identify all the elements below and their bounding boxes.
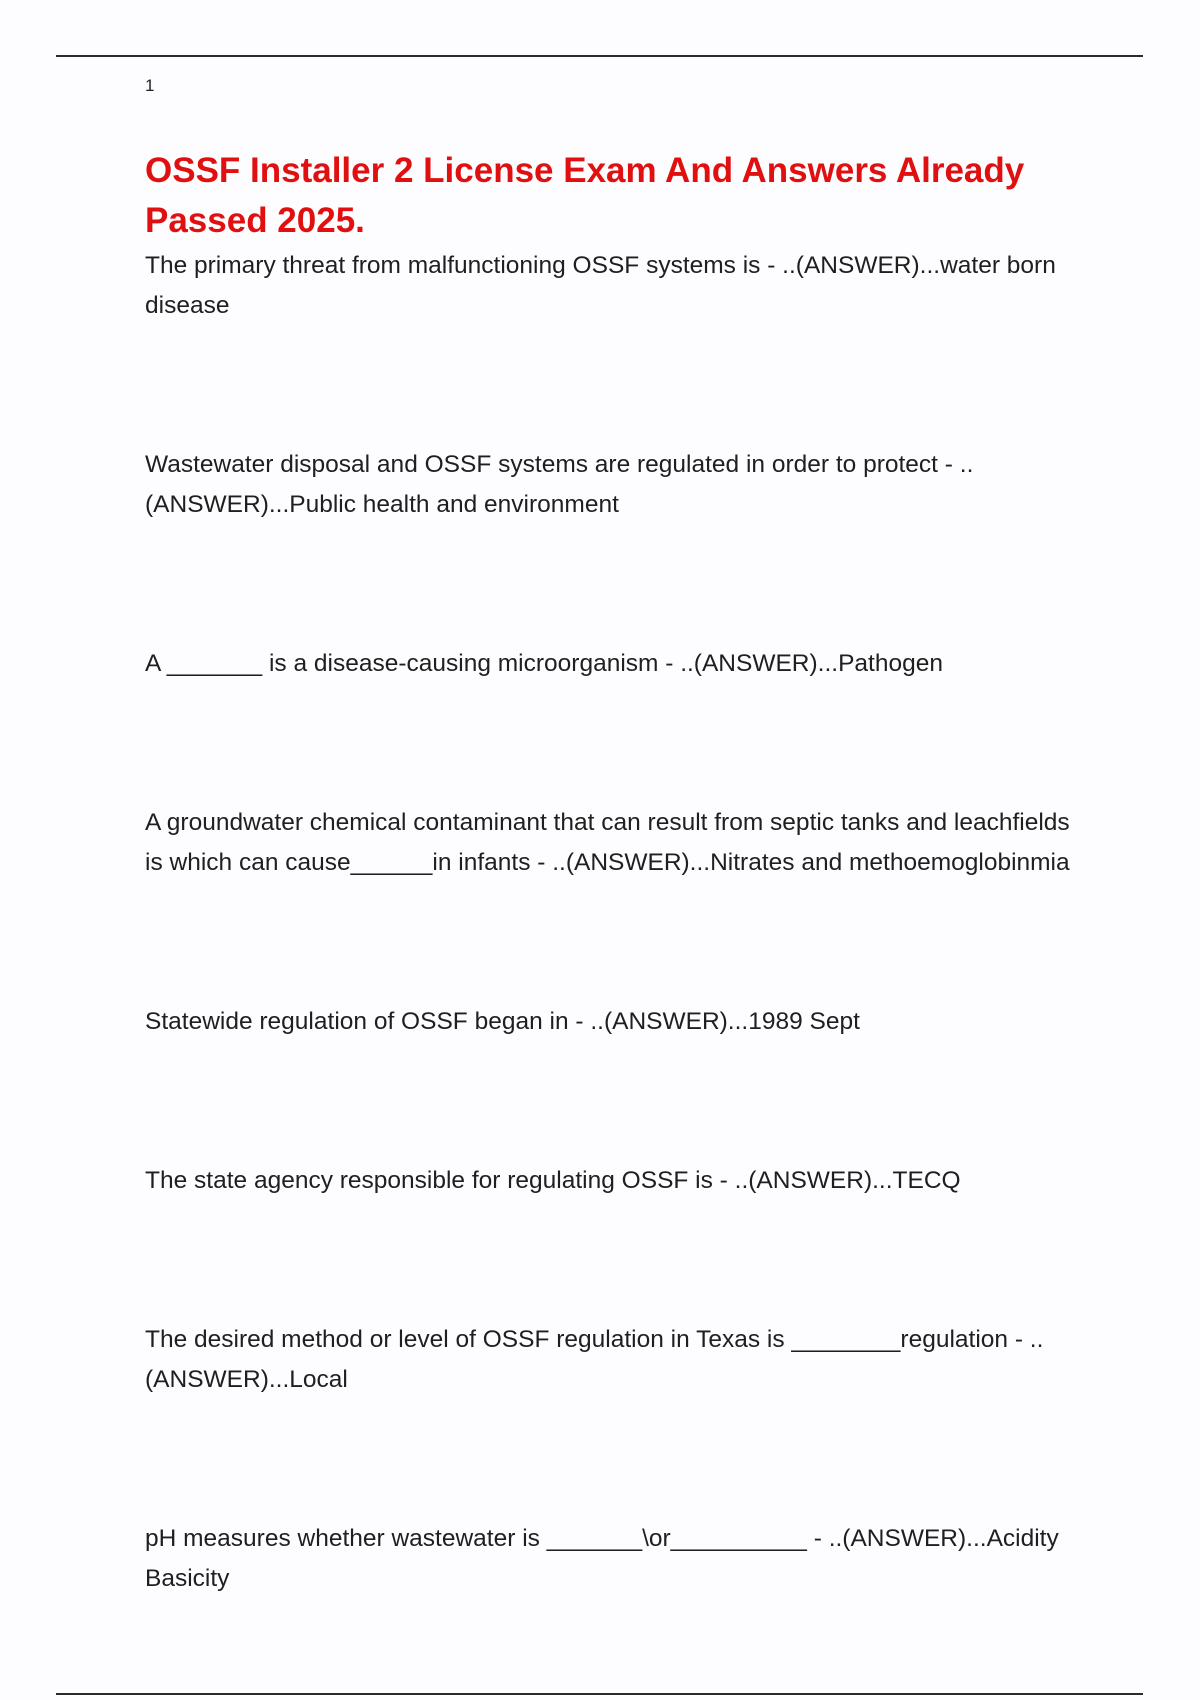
question-answer: pH measures whether wastewater is _______\or__________ - ..(ANSWER)...Acidity Basicity xyxy=(145,1525,1059,1592)
question-answer: The desired method or level of OSSF regulation in Texas is ________regulation - ..(ANSWER)...Local xyxy=(145,1326,1044,1393)
question-answer: A _______ is a disease-causing microorganism - ..(ANSWER)...Pathogen xyxy=(145,650,943,677)
question-answer: The state agency responsible for regulating OSSF is - ..(ANSWER)...TECQ xyxy=(145,1167,961,1194)
document-body xyxy=(145,146,1085,1599)
header-rule xyxy=(56,55,1143,57)
question-answer: Statewide regulation of OSSF began in - ..(ANSWER)...1989 Sept xyxy=(145,1008,860,1035)
spacer xyxy=(145,684,1085,803)
spacer xyxy=(145,1400,1085,1519)
spacer xyxy=(145,1201,1085,1320)
document-title: OSSF Installer 2 License Exam And Answers Already Passed 2025. xyxy=(145,151,1025,240)
page-number: 1 xyxy=(145,76,155,95)
spacer xyxy=(145,1042,1085,1161)
spacer xyxy=(145,883,1085,1002)
question-answer: The primary threat from malfunctioning OSSF systems is - ..(ANSWER)...water born disease xyxy=(145,252,1056,319)
spacer xyxy=(145,525,1085,644)
question-answer: Wastewater disposal and OSSF systems are regulated in order to protect - ..(ANSWER)...Public health and environment xyxy=(145,451,974,518)
spacer xyxy=(145,326,1085,445)
footer-rule xyxy=(56,1693,1143,1695)
question-answer: A groundwater chemical contaminant that can result from septic tanks and leachfields is which can cause______in infants - ..(ANSWER)...Nitrates and methoemoglobinmia xyxy=(145,809,1070,876)
